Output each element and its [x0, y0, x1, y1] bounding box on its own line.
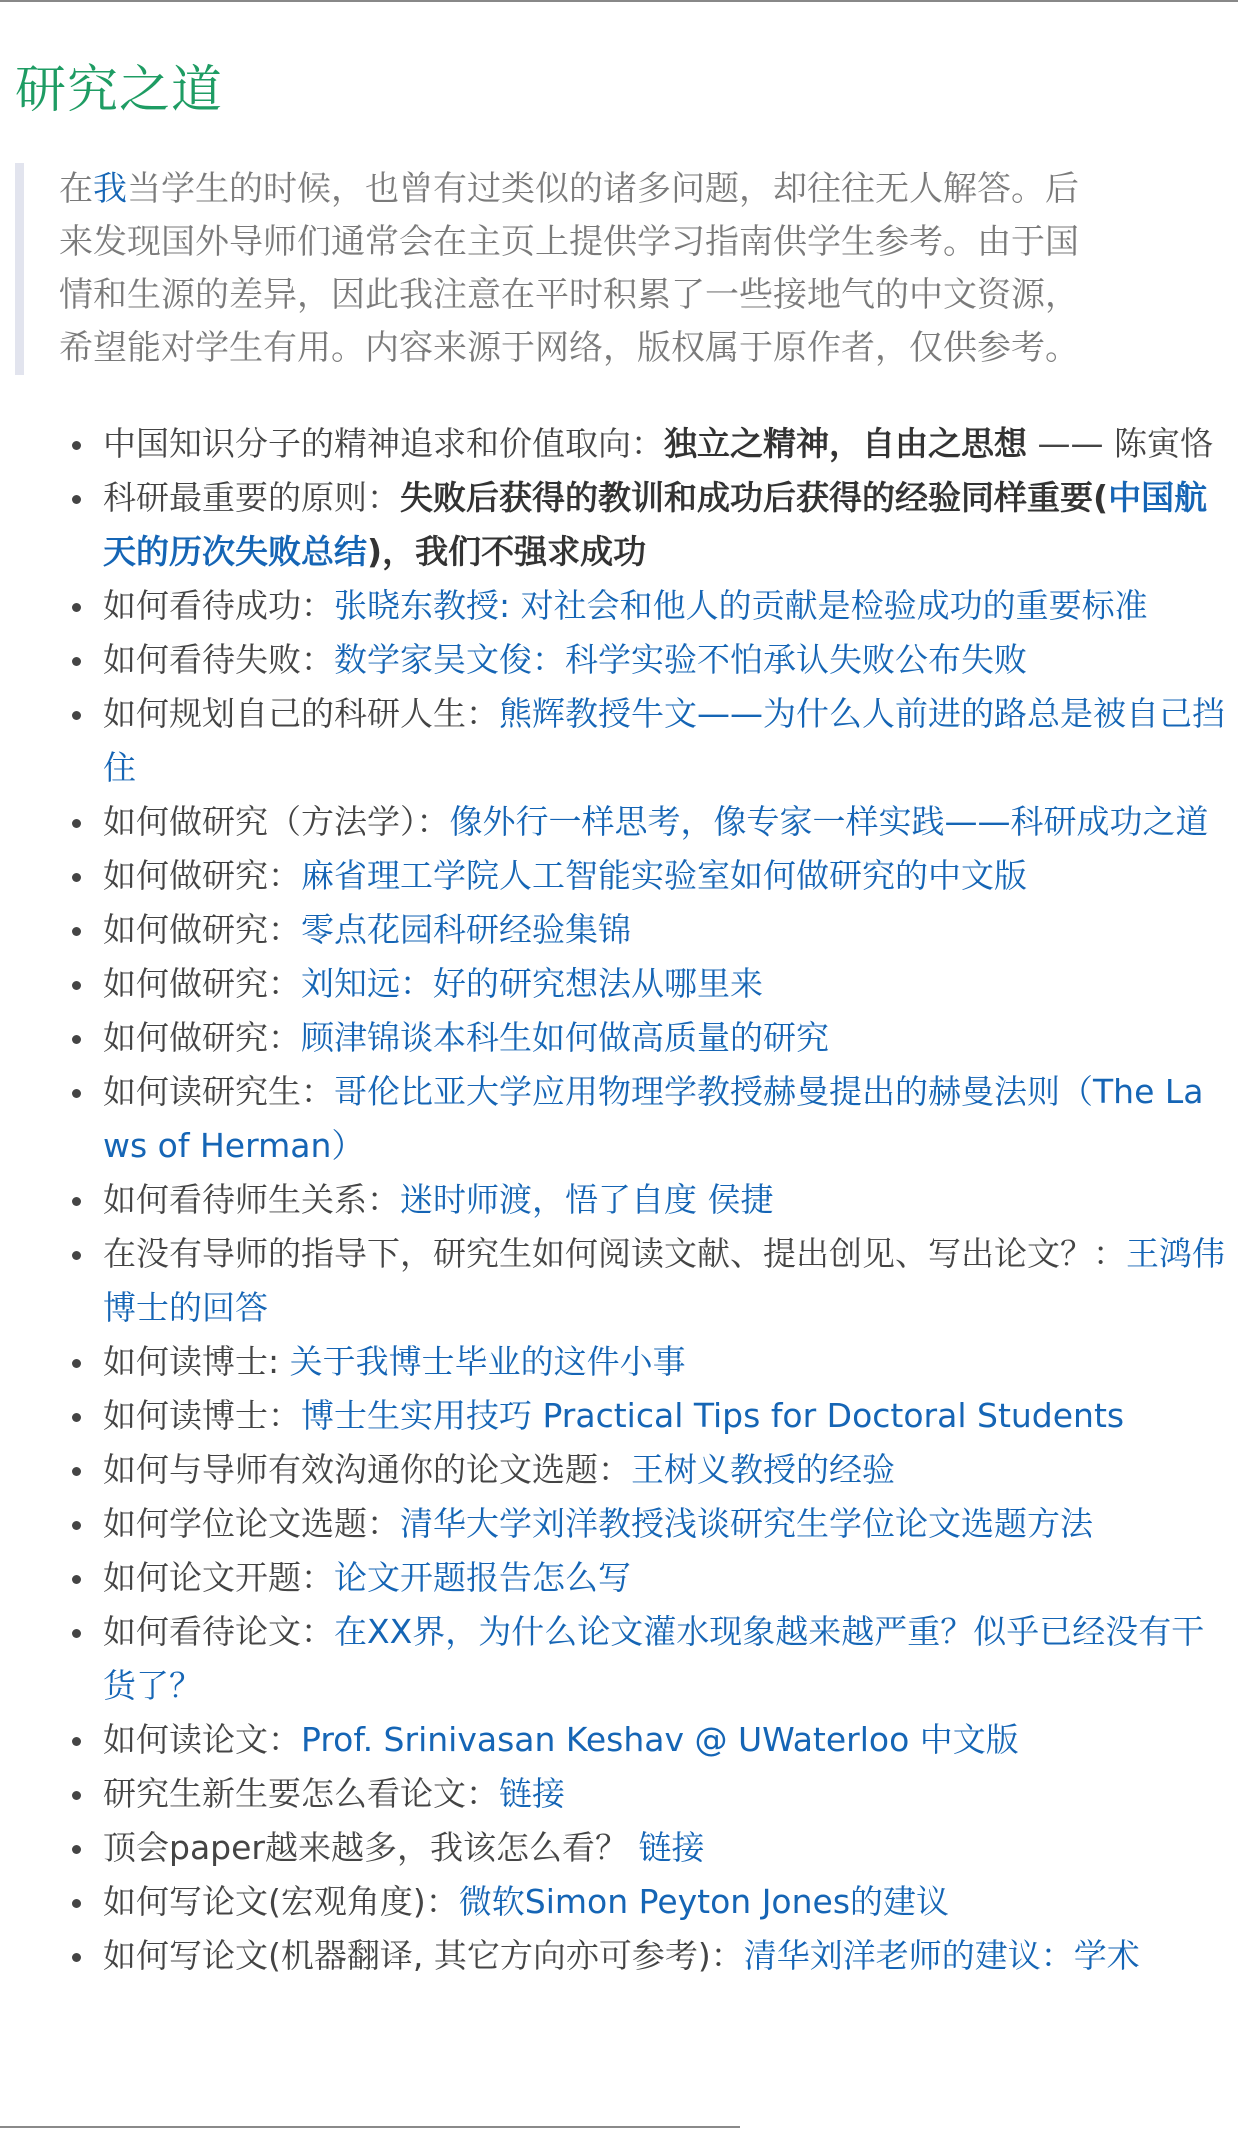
item-link[interactable]: 王树义教授的经验	[631, 1450, 895, 1489]
list-item	[15, 1443, 1225, 1497]
list-item	[15, 1011, 1225, 1065]
bullet-icon	[72, 1899, 81, 1908]
bullet-icon	[72, 927, 81, 936]
bullet-icon	[72, 1629, 81, 1638]
item-link[interactable]: 中国航天的历次失败总结	[103, 478, 1208, 571]
bullet-icon	[72, 1791, 81, 1800]
item-link[interactable]: 在XX界，为什么论文灌水现象越来越严重？似乎已经没有干货了？	[103, 1612, 1205, 1705]
item-label: 如何读博士:	[103, 1342, 290, 1381]
item-label: 如何读研究生：	[103, 1072, 334, 1111]
bullet-icon	[72, 1413, 81, 1422]
item-label: 如何看待师生关系：	[103, 1180, 400, 1219]
list-item	[15, 579, 1225, 633]
item-label: 如何做研究：	[103, 856, 301, 895]
item-label: 中国知识分子的精神追求和价值取向：	[103, 424, 664, 463]
bottom-divider	[0, 2126, 740, 2128]
bullet-icon	[72, 1251, 81, 1260]
item-label: 如何做研究：	[103, 964, 301, 1003]
intro-text-before: 在	[59, 169, 93, 209]
item-link[interactable]: 微软Simon Peyton Jones的建议	[458, 1882, 950, 1921]
list-item	[15, 1875, 1225, 1929]
item-label: 如何做研究：	[103, 1018, 301, 1057]
item-link[interactable]: 哥伦比亚大学应用物理学教授赫曼提出的赫曼法则（The Laws of Herman）	[103, 1072, 1204, 1165]
list-item	[15, 687, 1225, 795]
list-item	[15, 1821, 1225, 1875]
item-label: 在没有导师的指导下，研究生如何阅读文献、提出创见、写出论文？：	[103, 1234, 1126, 1273]
list-item	[15, 1227, 1225, 1335]
bullet-icon	[72, 1197, 81, 1206]
item-label: 如何写论文(宏观角度)：	[103, 1882, 459, 1921]
list-item	[15, 1065, 1225, 1173]
bullet-icon	[72, 1737, 81, 1746]
item-link[interactable]: 关于我博士毕业的这件小事	[289, 1342, 686, 1381]
list-item	[15, 1767, 1225, 1821]
bullet-icon	[72, 1845, 81, 1854]
list-item	[15, 795, 1225, 849]
list-item	[15, 1551, 1225, 1605]
list-item	[15, 1173, 1225, 1227]
list-item	[15, 471, 1225, 579]
item-label: 如何论文开题：	[103, 1558, 334, 1597]
item-label: 如何规划自己的科研人生：	[103, 694, 499, 733]
item-label: 顶会paper越来越多，我该怎么看？	[103, 1828, 639, 1867]
intro-author-link[interactable]: 我	[93, 169, 127, 209]
item-label: 如何写论文(机器翻译, 其它方向亦可参考)：	[103, 1936, 744, 1975]
item-link[interactable]: Prof. Srinivasan Keshav @ UWaterloo 中文版	[301, 1720, 1019, 1759]
list-item	[15, 903, 1225, 957]
item-link[interactable]: 零点花园科研经验集锦	[301, 910, 631, 949]
item-label: 如何看待论文：	[103, 1612, 334, 1651]
item-label: 如何读博士：	[103, 1396, 301, 1435]
bullet-icon	[72, 1521, 81, 1530]
item-link[interactable]: 清华刘洋老师的建议：学术	[743, 1936, 1140, 1975]
bullet-icon	[72, 873, 81, 882]
list-item	[15, 633, 1225, 687]
bullet-icon	[72, 1467, 81, 1476]
item-link[interactable]: 刘知远：好的研究想法从哪里来	[301, 964, 763, 1003]
bullet-icon	[72, 1359, 81, 1368]
list-item	[15, 957, 1225, 1011]
item-link[interactable]: 论文开题报告怎么写	[334, 1558, 631, 1597]
item-attribution: —— 陈寅恪	[1027, 424, 1213, 463]
bullet-icon	[72, 981, 81, 990]
item-label: 如何学位论文选题：	[103, 1504, 400, 1543]
item-bold-text: 失败后获得的教训和成功后获得的经验同样重要(	[400, 478, 1109, 517]
item-label: 如何与导师有效沟通你的论文选题：	[103, 1450, 631, 1489]
list-item	[15, 1605, 1225, 1713]
item-label: 如何做研究（方法学）：	[103, 802, 450, 841]
bullet-icon	[72, 495, 81, 504]
bullet-icon	[72, 1089, 81, 1098]
item-link[interactable]: 麻省理工学院人工智能实验室如何做研究的中文版	[301, 856, 1027, 895]
resource-list	[15, 417, 1225, 1983]
bullet-icon	[72, 1035, 81, 1044]
item-bold-text: 独立之精神，自由之思想	[664, 424, 1027, 463]
list-item	[15, 1497, 1225, 1551]
item-link[interactable]: 清华大学刘洋教授浅谈研究生学位论文选题方法	[400, 1504, 1093, 1543]
intro-text-after: 当学生的时候，也曾有过类似的诸多问题，却往往无人解答。后来发现国外导师们通常会在主页上提供学习指南供学生参考。由于国情和生源的差异，因此我注意在平时积累了一些接地气的中文资源，希望能对学生有用。内容来源于网络，版权属于原作者，仅供参考。	[59, 169, 1079, 368]
bullet-icon	[72, 657, 81, 666]
item-label: 研究生新生要怎么看论文：	[103, 1774, 499, 1813]
item-link[interactable]: 熊辉教授牛文——为什么人前进的路总是被自己挡住	[103, 694, 1225, 787]
item-label: 如何读论文：	[103, 1720, 301, 1759]
item-link[interactable]: 博士生实用技巧 Practical Tips for Doctoral Students	[301, 1396, 1125, 1435]
item-label: 科研最重要的原则：	[103, 478, 400, 517]
item-link[interactable]: 链接	[499, 1774, 565, 1813]
list-item	[15, 1389, 1225, 1443]
list-item	[15, 1335, 1225, 1389]
bullet-icon	[72, 1575, 81, 1584]
list-item	[15, 1713, 1225, 1767]
list-item	[15, 849, 1225, 903]
item-bold-text: )，我们不强求成功	[367, 532, 647, 571]
bullet-icon	[72, 603, 81, 612]
item-label: 如何看待失败：	[103, 640, 334, 679]
page-title: 研究之道	[15, 61, 224, 120]
intro-blockquote	[15, 163, 1095, 375]
item-link[interactable]: 像外行一样思考，像专家一样实践——科研成功之道	[449, 802, 1209, 841]
bullet-icon	[72, 1953, 81, 1962]
item-link[interactable]: 迷时师渡，悟了自度 侯捷	[400, 1180, 774, 1219]
item-link[interactable]: 数学家吴文俊：科学实验不怕承认失败公布失败	[334, 640, 1027, 679]
bullet-icon	[72, 711, 81, 720]
item-link[interactable]: 张晓东教授: 对社会和他人的贡献是检验成功的重要标准	[334, 586, 1148, 625]
list-item	[15, 417, 1225, 471]
list-item	[15, 1929, 1225, 1983]
item-link[interactable]: 王鸿伟博士的回答	[103, 1234, 1225, 1327]
bullet-icon	[72, 441, 81, 450]
item-label: 如何看待成功：	[103, 586, 334, 625]
blockquote-bar	[15, 163, 24, 375]
item-link[interactable]: 顾津锦谈本科生如何做高质量的研究	[301, 1018, 829, 1057]
item-link[interactable]: 链接	[638, 1828, 705, 1867]
item-label: 如何做研究：	[103, 910, 301, 949]
bullet-icon	[72, 819, 81, 828]
